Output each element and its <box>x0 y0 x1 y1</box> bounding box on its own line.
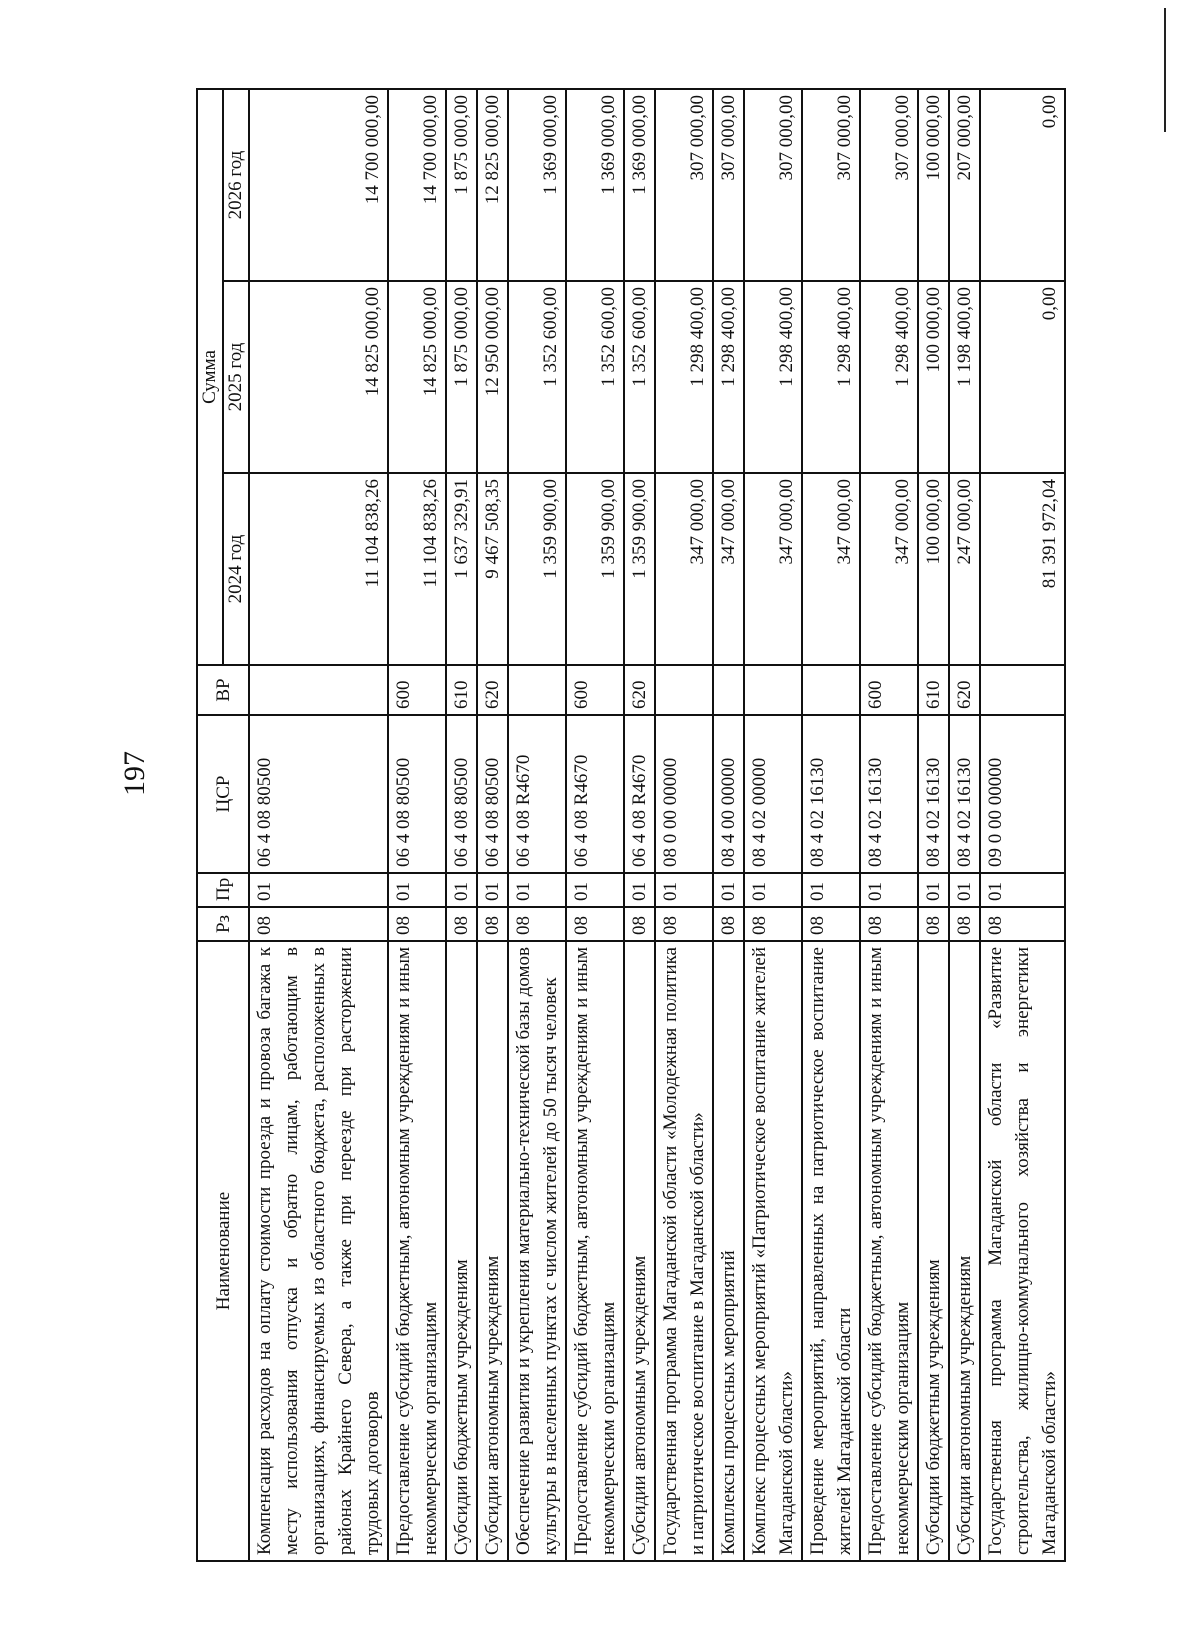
header-rz: Рз <box>197 907 249 941</box>
row-pr: 01 <box>477 873 508 907</box>
row-sum-2024: 1 359 900,00 <box>508 473 566 665</box>
row-pr: 01 <box>508 873 566 907</box>
row-sum-2026: 307 000,00 <box>744 89 802 281</box>
row-vr <box>713 665 744 715</box>
row-rz: 08 <box>918 907 949 941</box>
row-sum-2024: 347 000,00 <box>655 473 713 665</box>
header-row-1 <box>197 89 223 1561</box>
row-vr <box>802 665 860 715</box>
row-rz: 08 <box>508 907 566 941</box>
page-number: 197 <box>118 751 151 796</box>
row-pr: 01 <box>388 873 446 907</box>
row-vr <box>508 665 566 715</box>
row-name: Комплексы процессных мероприятий <box>713 941 744 1561</box>
row-vr: 620 <box>477 665 508 715</box>
row-sum-2025: 1 298 400,00 <box>713 281 744 473</box>
row-sum-2025: 1 875 000,00 <box>446 281 477 473</box>
row-sum-2024: 1 359 900,00 <box>566 473 624 665</box>
row-pr: 01 <box>918 873 949 907</box>
row-sum-2026: 1 875 000,00 <box>446 89 477 281</box>
row-sum-2025: 1 298 400,00 <box>744 281 802 473</box>
row-name: Компенсация расходов на оплату стоимости проезда и провоза багажа к месту использования отпуска и обратно лицам, работающим в организациях, финансируемых из областного бюджета, расположенных в районах Крайнего Севера, а также при переезде при расторжении трудовых договоров <box>249 941 388 1561</box>
row-name: Субсидии автономным учреждениям <box>477 941 508 1561</box>
row-sum-2024: 347 000,00 <box>802 473 860 665</box>
header-2024: 2024 год <box>223 473 249 665</box>
row-name: Государственная программа Магаданской области «Молодежная политика и патриотическое воспитание в Магаданской области» <box>655 941 713 1561</box>
row-csr: 08 4 02 16130 <box>918 715 949 873</box>
row-vr <box>744 665 802 715</box>
row-csr: 08 4 02 16130 <box>802 715 860 873</box>
header-2026: 2026 год <box>223 89 249 281</box>
table-row <box>744 89 802 1561</box>
row-name: Субсидии бюджетным учреждениям <box>918 941 949 1561</box>
row-csr: 06 4 08 80500 <box>388 715 446 873</box>
row-sum-2024: 347 000,00 <box>713 473 744 665</box>
row-pr: 01 <box>949 873 980 907</box>
row-csr: 06 4 08 R4670 <box>508 715 566 873</box>
row-sum-2025: 1 198 400,00 <box>949 281 980 473</box>
row-sum-2024: 81 391 972,04 <box>980 473 1065 665</box>
row-csr: 08 4 02 00000 <box>744 715 802 873</box>
row-csr: 08 4 02 16130 <box>860 715 918 873</box>
row-sum-2026: 14 700 000,00 <box>249 89 388 281</box>
row-sum-2024: 247 000,00 <box>949 473 980 665</box>
row-sum-2026: 307 000,00 <box>655 89 713 281</box>
row-pr: 01 <box>566 873 624 907</box>
row-vr: 600 <box>388 665 446 715</box>
row-sum-2026: 207 000,00 <box>949 89 980 281</box>
row-pr: 01 <box>249 873 388 907</box>
row-name: Субсидии бюджетным учреждениям <box>446 941 477 1561</box>
row-name: Субсидии автономным учреждениям <box>949 941 980 1561</box>
row-csr: 09 0 00 00000 <box>980 715 1065 873</box>
row-rz: 08 <box>446 907 477 941</box>
row-rz: 08 <box>980 907 1065 941</box>
row-vr <box>655 665 713 715</box>
table-row <box>713 89 744 1561</box>
row-sum-2025: 100 000,00 <box>918 281 949 473</box>
row-rz: 08 <box>566 907 624 941</box>
row-name: Проведение мероприятий, направленных на патриотическое воспитание жителей Магаданской области <box>802 941 860 1561</box>
row-vr: 620 <box>624 665 655 715</box>
table-row <box>446 89 477 1561</box>
table-row <box>980 89 1065 1561</box>
row-vr: 610 <box>446 665 477 715</box>
row-vr: 600 <box>566 665 624 715</box>
header-sum: Сумма <box>197 89 223 665</box>
row-sum-2025: 1 352 600,00 <box>624 281 655 473</box>
row-sum-2025: 12 950 000,00 <box>477 281 508 473</box>
table-row <box>918 89 949 1561</box>
row-sum-2026: 1 369 000,00 <box>566 89 624 281</box>
row-name: Субсидии автономным учреждениям <box>624 941 655 1561</box>
row-name: Комплекс процессных мероприятий «Патриотическое воспитание жителей Магаданской области» <box>744 941 802 1561</box>
row-sum-2024: 100 000,00 <box>918 473 949 665</box>
row-rz: 08 <box>388 907 446 941</box>
row-rz: 08 <box>949 907 980 941</box>
row-pr: 01 <box>802 873 860 907</box>
row-vr <box>249 665 388 715</box>
table-body <box>249 89 1065 1561</box>
row-name: Предоставление субсидий бюджетным, автономным учреждениям и иным некоммерческим организациям <box>860 941 918 1561</box>
row-pr: 01 <box>446 873 477 907</box>
table-row <box>949 89 980 1561</box>
row-pr: 01 <box>744 873 802 907</box>
table-row <box>802 89 860 1561</box>
header-vr: ВР <box>197 665 249 715</box>
row-sum-2025: 1 352 600,00 <box>508 281 566 473</box>
row-pr: 01 <box>980 873 1065 907</box>
table-row <box>624 89 655 1561</box>
row-sum-2026: 14 700 000,00 <box>388 89 446 281</box>
row-sum-2025: 1 298 400,00 <box>860 281 918 473</box>
header-pr: Пр <box>197 873 249 907</box>
row-sum-2026: 307 000,00 <box>860 89 918 281</box>
row-name: Предоставление субсидий бюджетным, автономным учреждениям и иным некоммерческим организациям <box>388 941 446 1561</box>
header-csr: ЦСР <box>197 715 249 873</box>
row-rz: 08 <box>477 907 508 941</box>
row-name: Предоставление субсидий бюджетным, автономным учреждениям и иным некоммерческим организациям <box>566 941 624 1561</box>
row-sum-2026: 307 000,00 <box>802 89 860 281</box>
row-sum-2024: 11 104 838,26 <box>249 473 388 665</box>
row-pr: 01 <box>655 873 713 907</box>
row-csr: 08 4 00 00000 <box>713 715 744 873</box>
row-pr: 01 <box>624 873 655 907</box>
row-sum-2024: 9 467 508,35 <box>477 473 508 665</box>
header-2025: 2025 год <box>223 281 249 473</box>
row-vr: 600 <box>860 665 918 715</box>
row-pr: 01 <box>713 873 744 907</box>
table-row <box>566 89 624 1561</box>
row-csr: 08 4 02 16130 <box>949 715 980 873</box>
row-sum-2025: 1 298 400,00 <box>655 281 713 473</box>
header-name: Наименование <box>197 941 249 1561</box>
row-rz: 08 <box>860 907 918 941</box>
rotated-page <box>196 90 1076 1562</box>
row-sum-2024: 1 637 329,91 <box>446 473 477 665</box>
row-sum-2025: 14 825 000,00 <box>249 281 388 473</box>
row-sum-2025: 0,00 <box>980 281 1065 473</box>
row-csr: 06 4 08 80500 <box>477 715 508 873</box>
row-name: Государственная программа Магаданской области «Развитие строительства, жилищно-коммунального хозяйства и энергетики Магаданской области» <box>980 941 1065 1561</box>
row-rz: 08 <box>744 907 802 941</box>
row-pr: 01 <box>860 873 918 907</box>
table-row <box>860 89 918 1561</box>
table-row <box>655 89 713 1561</box>
row-vr: 620 <box>949 665 980 715</box>
row-vr: 610 <box>918 665 949 715</box>
row-csr: 06 4 08 80500 <box>446 715 477 873</box>
row-rz: 08 <box>624 907 655 941</box>
row-csr: 06 4 08 R4670 <box>624 715 655 873</box>
row-sum-2026: 0,00 <box>980 89 1065 281</box>
row-sum-2025: 1 298 400,00 <box>802 281 860 473</box>
table-row <box>508 89 566 1561</box>
row-sum-2025: 14 825 000,00 <box>388 281 446 473</box>
row-sum-2024: 347 000,00 <box>860 473 918 665</box>
row-rz: 08 <box>655 907 713 941</box>
row-csr: 08 0 00 00000 <box>655 715 713 873</box>
row-sum-2026: 1 369 000,00 <box>508 89 566 281</box>
row-sum-2026: 100 000,00 <box>918 89 949 281</box>
row-rz: 08 <box>802 907 860 941</box>
row-sum-2026: 307 000,00 <box>713 89 744 281</box>
table-row <box>477 89 508 1561</box>
row-sum-2026: 1 369 000,00 <box>624 89 655 281</box>
row-sum-2024: 11 104 838,26 <box>388 473 446 665</box>
scan-edge-line <box>1164 8 1166 132</box>
row-vr <box>980 665 1065 715</box>
row-csr: 06 4 08 80500 <box>249 715 388 873</box>
row-sum-2024: 1 359 900,00 <box>624 473 655 665</box>
row-csr: 06 4 08 R4670 <box>566 715 624 873</box>
row-sum-2024: 347 000,00 <box>744 473 802 665</box>
table-row <box>388 89 446 1561</box>
row-sum-2026: 12 825 000,00 <box>477 89 508 281</box>
row-rz: 08 <box>713 907 744 941</box>
row-name: Обеспечение развития и укрепления материально-технической базы домов культуры в населенных пунктах с числом жителей до 50 тысяч человек <box>508 941 566 1561</box>
row-rz: 08 <box>249 907 388 941</box>
row-sum-2025: 1 352 600,00 <box>566 281 624 473</box>
table-row <box>249 89 388 1561</box>
budget-table <box>196 88 1066 1562</box>
